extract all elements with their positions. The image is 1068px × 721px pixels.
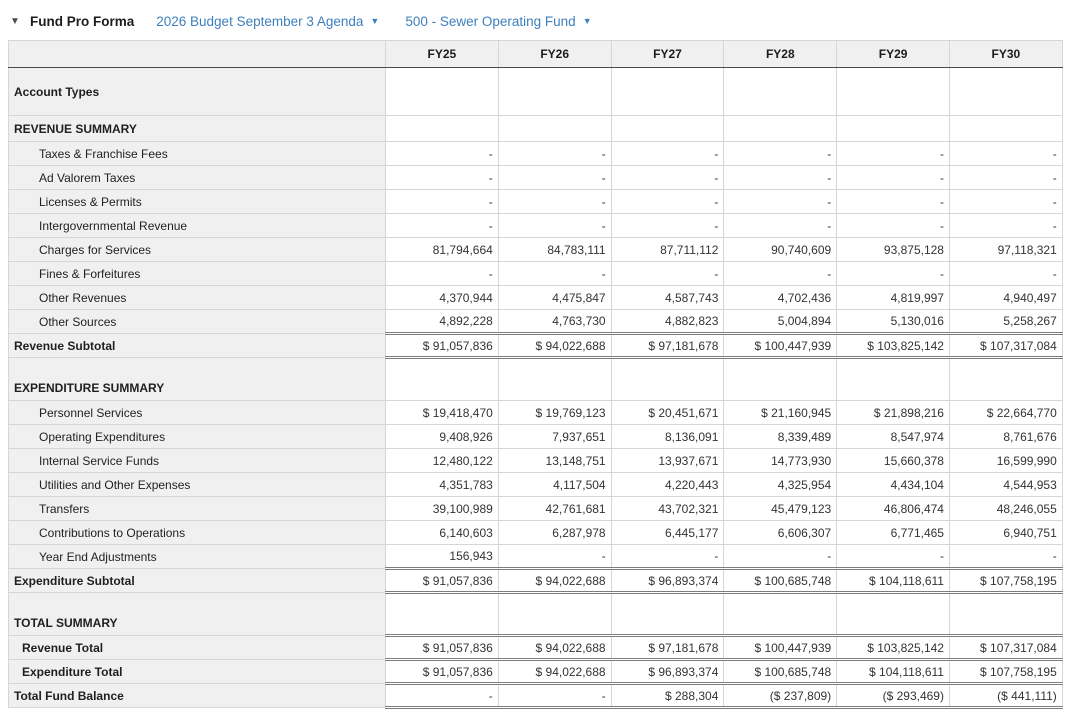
- value-cell-fy28: 14,773,930: [724, 449, 837, 473]
- table-row: [9, 449, 1063, 473]
- row-label: TOTAL SUMMARY: [9, 593, 386, 636]
- value-cell-fy27: 8,136,091: [611, 425, 724, 449]
- row-label: Transfers: [9, 497, 386, 521]
- value-cell-fy27: 4,882,823: [611, 310, 724, 334]
- table-row: [9, 660, 1063, 684]
- value-cell-fy28: [724, 358, 837, 401]
- value-cell-fy27: $ 97,181,678: [611, 334, 724, 358]
- value-cell-fy29: -: [837, 190, 950, 214]
- budget-dropdown-label: 2026 Budget September 3 Agenda: [156, 13, 364, 29]
- value-cell-fy29: $ 103,825,142: [837, 636, 950, 660]
- value-cell-fy30: -: [949, 262, 1062, 286]
- value-cell-fy27: 87,711,112: [611, 238, 724, 262]
- value-cell-fy28: [724, 116, 837, 142]
- table-row: [9, 358, 1063, 401]
- value-cell-fy29: 93,875,128: [837, 238, 950, 262]
- value-cell-fy28: $ 100,447,939: [724, 334, 837, 358]
- value-cell-fy27: [611, 593, 724, 636]
- row-label: Utilities and Other Expenses: [9, 473, 386, 497]
- value-cell-fy27: 6,445,177: [611, 521, 724, 545]
- value-cell-fy26: 4,763,730: [498, 310, 611, 334]
- fund-dropdown-label: 500 - Sewer Operating Fund: [405, 13, 576, 29]
- value-cell-fy28: -: [724, 545, 837, 569]
- value-cell-fy30: 48,246,055: [949, 497, 1062, 521]
- column-header-fy25: FY25: [386, 41, 499, 68]
- table-row: [9, 334, 1063, 358]
- table-row: [9, 401, 1063, 425]
- row-label: Expenditure Subtotal: [9, 569, 386, 593]
- table-row: [9, 593, 1063, 636]
- report-title: Fund Pro Forma: [30, 13, 135, 29]
- table-row: [9, 636, 1063, 660]
- fund-pro-forma-table: [8, 40, 1063, 709]
- row-label: Licenses & Permits: [9, 190, 386, 214]
- value-cell-fy28: -: [724, 214, 837, 238]
- table-row: [9, 238, 1063, 262]
- value-cell-fy30: $ 107,758,195: [949, 660, 1062, 684]
- value-cell-fy25: -: [386, 214, 499, 238]
- value-cell-fy27: $ 20,451,671: [611, 401, 724, 425]
- value-cell-fy28: 6,606,307: [724, 521, 837, 545]
- value-cell-fy26: $ 94,022,688: [498, 636, 611, 660]
- table-row: [9, 569, 1063, 593]
- value-cell-fy29: 8,547,974: [837, 425, 950, 449]
- value-cell-fy26: $ 19,769,123: [498, 401, 611, 425]
- value-cell-fy26: 6,287,978: [498, 521, 611, 545]
- value-cell-fy30: $ 107,317,084: [949, 636, 1062, 660]
- value-cell-fy25: $ 91,057,836: [386, 660, 499, 684]
- row-label: Intergovernmental Revenue: [9, 214, 386, 238]
- value-cell-fy28: 90,740,609: [724, 238, 837, 262]
- value-cell-fy29: [837, 358, 950, 401]
- collapse-arrow-icon[interactable]: ▼: [10, 15, 20, 27]
- value-cell-fy29: -: [837, 262, 950, 286]
- value-cell-fy26: 4,117,504: [498, 473, 611, 497]
- value-cell-fy28: -: [724, 142, 837, 166]
- value-cell-fy26: -: [498, 545, 611, 569]
- table-row: [9, 214, 1063, 238]
- value-cell-fy29: 5,130,016: [837, 310, 950, 334]
- row-label: Revenue Total: [9, 636, 386, 660]
- value-cell-fy29: -: [837, 545, 950, 569]
- value-cell-fy27: -: [611, 214, 724, 238]
- value-cell-fy29: [837, 593, 950, 636]
- value-cell-fy26: [498, 116, 611, 142]
- value-cell-fy27: $ 97,181,678: [611, 636, 724, 660]
- report-header: [0, 0, 1068, 40]
- value-cell-fy29: -: [837, 142, 950, 166]
- value-cell-fy25: 156,943: [386, 545, 499, 569]
- value-cell-fy26: -: [498, 190, 611, 214]
- value-cell-fy28: -: [724, 262, 837, 286]
- row-label: Operating Expenditures: [9, 425, 386, 449]
- table-row: [9, 116, 1063, 142]
- value-cell-fy30: $ 107,758,195: [949, 569, 1062, 593]
- value-cell-fy27: -: [611, 190, 724, 214]
- value-cell-fy30: [949, 593, 1062, 636]
- value-cell-fy25: [386, 358, 499, 401]
- value-cell-fy30: $ 107,317,084: [949, 334, 1062, 358]
- table-row: [9, 473, 1063, 497]
- table-row: [9, 425, 1063, 449]
- row-label: REVENUE SUMMARY: [9, 116, 386, 142]
- value-cell-fy30: -: [949, 142, 1062, 166]
- value-cell-fy27: -: [611, 166, 724, 190]
- value-cell-fy27: $ 96,893,374: [611, 660, 724, 684]
- value-cell-fy30: 8,761,676: [949, 425, 1062, 449]
- value-cell-fy29: $ 104,118,611: [837, 660, 950, 684]
- value-cell-fy30: -: [949, 545, 1062, 569]
- row-label: Ad Valorem Taxes: [9, 166, 386, 190]
- value-cell-fy30: [949, 116, 1062, 142]
- table-row: [9, 68, 1063, 116]
- value-cell-fy28: ($ 237,809): [724, 684, 837, 708]
- column-header-fy27: FY27: [611, 41, 724, 68]
- value-cell-fy26: [498, 358, 611, 401]
- value-cell-fy27: [611, 68, 724, 116]
- value-cell-fy25: $ 91,057,836: [386, 334, 499, 358]
- value-cell-fy28: $ 100,447,939: [724, 636, 837, 660]
- value-cell-fy26: -: [498, 214, 611, 238]
- column-header-fy26: FY26: [498, 41, 611, 68]
- value-cell-fy25: -: [386, 142, 499, 166]
- value-cell-fy25: 12,480,122: [386, 449, 499, 473]
- row-label: Year End Adjustments: [9, 545, 386, 569]
- value-cell-fy25: -: [386, 262, 499, 286]
- value-cell-fy26: 4,475,847: [498, 286, 611, 310]
- value-cell-fy29: [837, 116, 950, 142]
- value-cell-fy30: [949, 358, 1062, 401]
- value-cell-fy28: 5,004,894: [724, 310, 837, 334]
- row-label: Charges for Services: [9, 238, 386, 262]
- value-cell-fy27: 4,587,743: [611, 286, 724, 310]
- value-cell-fy26: -: [498, 262, 611, 286]
- value-cell-fy28: -: [724, 190, 837, 214]
- value-cell-fy25: 81,794,664: [386, 238, 499, 262]
- budget-dropdown[interactable]: [156, 14, 379, 29]
- value-cell-fy25: [386, 116, 499, 142]
- value-cell-fy26: [498, 593, 611, 636]
- value-cell-fy27: -: [611, 262, 724, 286]
- row-label: Taxes & Franchise Fees: [9, 142, 386, 166]
- value-cell-fy30: 16,599,990: [949, 449, 1062, 473]
- value-cell-fy30: -: [949, 190, 1062, 214]
- value-cell-fy28: 8,339,489: [724, 425, 837, 449]
- value-cell-fy30: 5,258,267: [949, 310, 1062, 334]
- value-cell-fy28: -: [724, 166, 837, 190]
- table-row: [9, 190, 1063, 214]
- value-cell-fy25: 39,100,989: [386, 497, 499, 521]
- table-row: [9, 545, 1063, 569]
- row-label: Other Revenues: [9, 286, 386, 310]
- table-row: [9, 142, 1063, 166]
- fund-dropdown[interactable]: [405, 14, 591, 29]
- value-cell-fy26: 42,761,681: [498, 497, 611, 521]
- value-cell-fy25: 4,351,783: [386, 473, 499, 497]
- value-cell-fy29: -: [837, 214, 950, 238]
- value-cell-fy27: $ 288,304: [611, 684, 724, 708]
- value-cell-fy25: [386, 68, 499, 116]
- value-cell-fy26: $ 94,022,688: [498, 334, 611, 358]
- value-cell-fy27: 43,702,321: [611, 497, 724, 521]
- value-cell-fy25: 4,370,944: [386, 286, 499, 310]
- value-cell-fy25: [386, 593, 499, 636]
- column-header-fy28: FY28: [724, 41, 837, 68]
- row-label: Fines & Forfeitures: [9, 262, 386, 286]
- value-cell-fy26: 7,937,651: [498, 425, 611, 449]
- value-cell-fy30: 4,940,497: [949, 286, 1062, 310]
- value-cell-fy30: ($ 441,111): [949, 684, 1062, 708]
- table-row: [9, 262, 1063, 286]
- row-label: Account Types: [9, 68, 386, 116]
- value-cell-fy26: -: [498, 142, 611, 166]
- value-cell-fy28: $ 21,160,945: [724, 401, 837, 425]
- value-cell-fy25: -: [386, 684, 499, 708]
- value-cell-fy29: 46,806,474: [837, 497, 950, 521]
- row-label: Personnel Services: [9, 401, 386, 425]
- table-row: [9, 684, 1063, 708]
- value-cell-fy27: [611, 116, 724, 142]
- value-cell-fy30: $ 22,664,770: [949, 401, 1062, 425]
- row-label: Expenditure Total: [9, 660, 386, 684]
- row-label: Internal Service Funds: [9, 449, 386, 473]
- value-cell-fy29: $ 104,118,611: [837, 569, 950, 593]
- row-label: Revenue Subtotal: [9, 334, 386, 358]
- value-cell-fy28: 4,325,954: [724, 473, 837, 497]
- value-cell-fy30: -: [949, 166, 1062, 190]
- value-cell-fy26: 84,783,111: [498, 238, 611, 262]
- value-cell-fy29: -: [837, 166, 950, 190]
- value-cell-fy28: 45,479,123: [724, 497, 837, 521]
- value-cell-fy27: [611, 358, 724, 401]
- row-label: Contributions to Operations: [9, 521, 386, 545]
- chevron-down-icon: ▼: [582, 16, 592, 26]
- row-label: Total Fund Balance: [9, 684, 386, 708]
- value-cell-fy26: -: [498, 166, 611, 190]
- value-cell-fy25: $ 91,057,836: [386, 636, 499, 660]
- value-cell-fy29: [837, 68, 950, 116]
- value-cell-fy25: -: [386, 190, 499, 214]
- value-cell-fy28: [724, 68, 837, 116]
- value-cell-fy28: $ 100,685,748: [724, 660, 837, 684]
- table-row: [9, 286, 1063, 310]
- value-cell-fy27: -: [611, 545, 724, 569]
- value-cell-fy26: $ 94,022,688: [498, 660, 611, 684]
- value-cell-fy27: $ 96,893,374: [611, 569, 724, 593]
- value-cell-fy25: $ 19,418,470: [386, 401, 499, 425]
- value-cell-fy30: [949, 68, 1062, 116]
- column-header-fy30: FY30: [949, 41, 1062, 68]
- value-cell-fy25: -: [386, 166, 499, 190]
- value-cell-fy25: 9,408,926: [386, 425, 499, 449]
- value-cell-fy27: 13,937,671: [611, 449, 724, 473]
- row-label: EXPENDITURE SUMMARY: [9, 358, 386, 401]
- table-row: [9, 166, 1063, 190]
- row-label-column-header: [9, 41, 386, 68]
- value-cell-fy26: [498, 68, 611, 116]
- value-cell-fy26: $ 94,022,688: [498, 569, 611, 593]
- value-cell-fy27: -: [611, 142, 724, 166]
- value-cell-fy30: 6,940,751: [949, 521, 1062, 545]
- value-cell-fy29: $ 21,898,216: [837, 401, 950, 425]
- value-cell-fy30: 4,544,953: [949, 473, 1062, 497]
- value-cell-fy25: 6,140,603: [386, 521, 499, 545]
- value-cell-fy29: 4,434,104: [837, 473, 950, 497]
- value-cell-fy29: 6,771,465: [837, 521, 950, 545]
- value-cell-fy28: 4,702,436: [724, 286, 837, 310]
- value-cell-fy28: $ 100,685,748: [724, 569, 837, 593]
- table-row: [9, 497, 1063, 521]
- column-header-fy29: FY29: [837, 41, 950, 68]
- table-row: [9, 521, 1063, 545]
- value-cell-fy29: ($ 293,469): [837, 684, 950, 708]
- row-label: Other Sources: [9, 310, 386, 334]
- value-cell-fy29: 15,660,378: [837, 449, 950, 473]
- value-cell-fy30: -: [949, 214, 1062, 238]
- value-cell-fy25: $ 91,057,836: [386, 569, 499, 593]
- column-header-row: [9, 41, 1063, 68]
- value-cell-fy26: -: [498, 684, 611, 708]
- value-cell-fy30: 97,118,321: [949, 238, 1062, 262]
- chevron-down-icon: ▼: [370, 16, 380, 26]
- value-cell-fy27: 4,220,443: [611, 473, 724, 497]
- value-cell-fy26: 13,148,751: [498, 449, 611, 473]
- value-cell-fy29: $ 103,825,142: [837, 334, 950, 358]
- value-cell-fy25: 4,892,228: [386, 310, 499, 334]
- value-cell-fy29: 4,819,997: [837, 286, 950, 310]
- value-cell-fy28: [724, 593, 837, 636]
- table-row: [9, 310, 1063, 334]
